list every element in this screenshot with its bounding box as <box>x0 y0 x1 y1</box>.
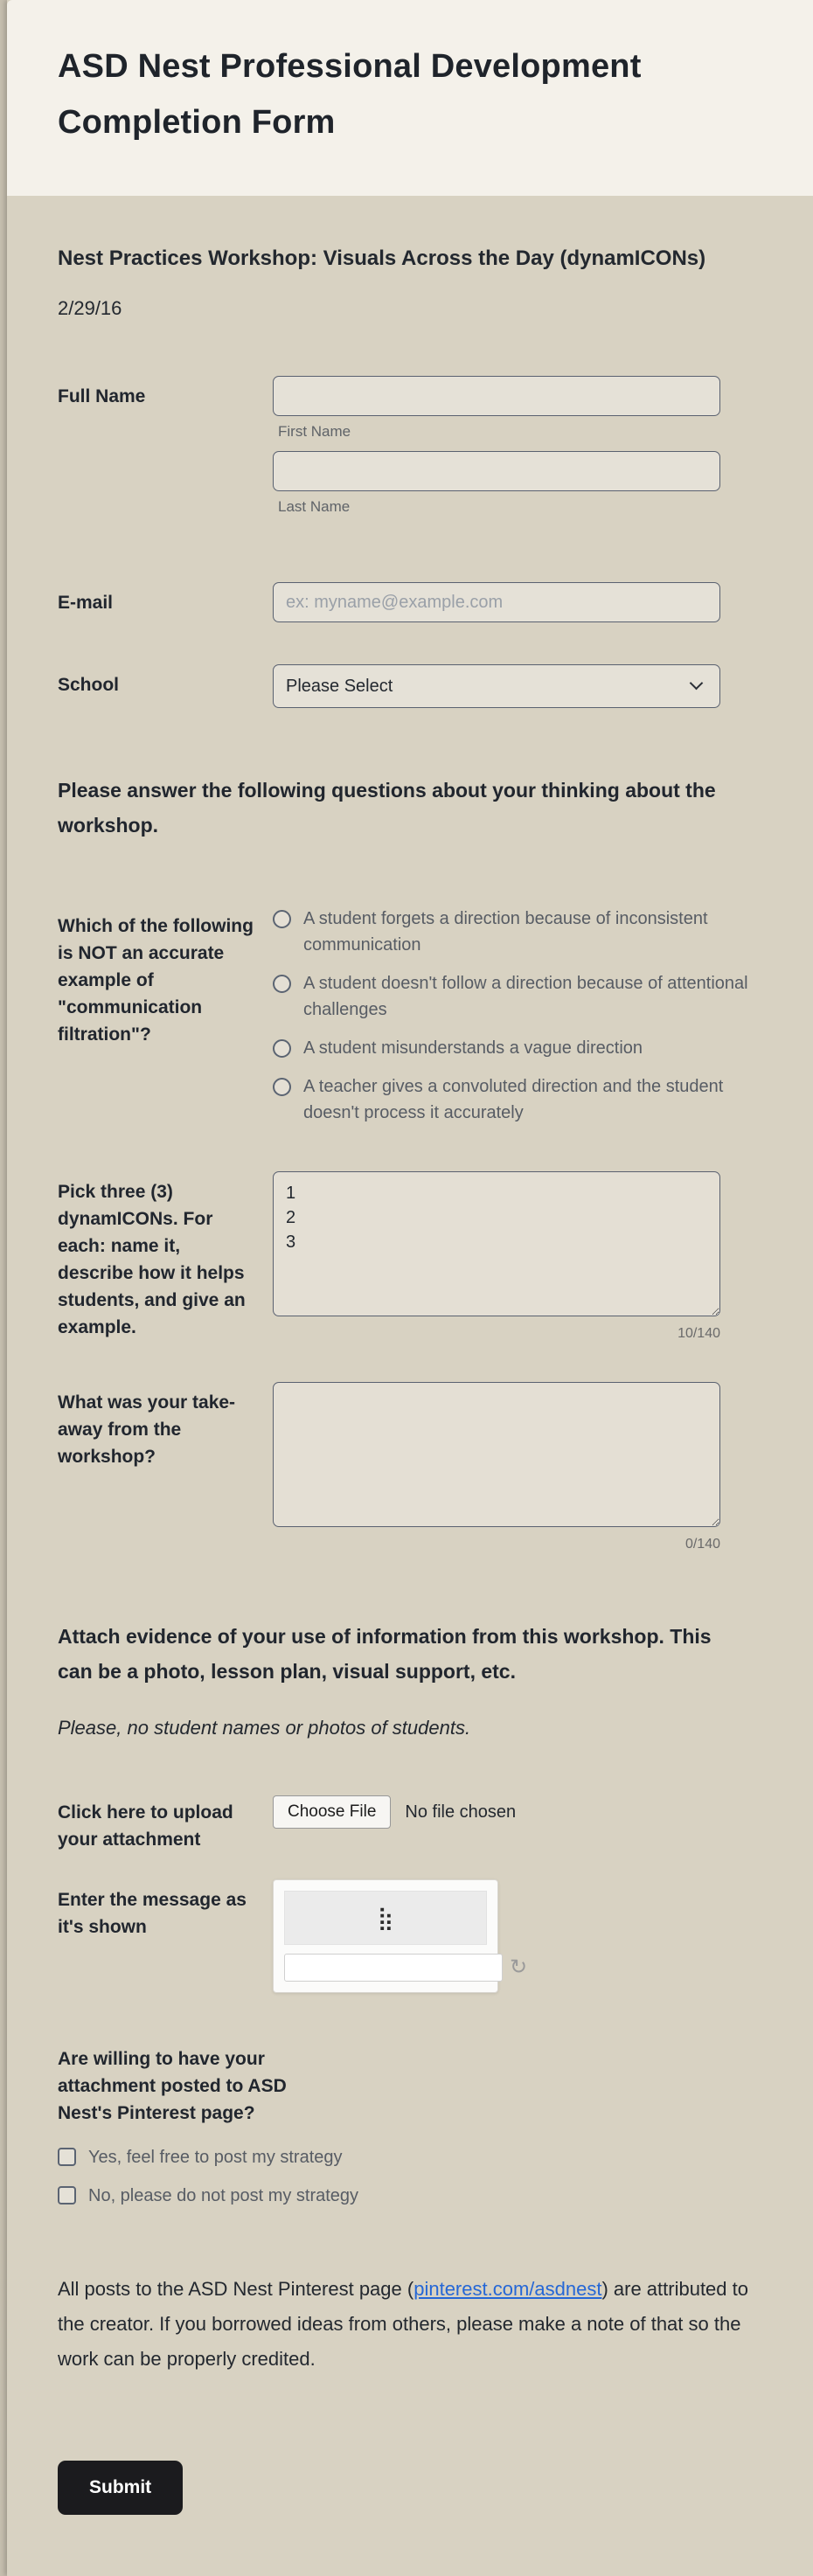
first-name-sublabel: First Name <box>278 423 351 440</box>
filtration-option-4[interactable] <box>273 1073 762 1126</box>
refresh-captcha-icon[interactable]: ↻ <box>510 1955 528 1979</box>
pinterest-option-no-label: No, please do not post my strategy <box>88 2186 359 2205</box>
filtration-options <box>273 906 762 1138</box>
captcha-widget <box>273 1879 528 1993</box>
checkbox-icon[interactable] <box>58 2186 76 2205</box>
file-input <box>273 1792 720 1829</box>
credit-note-pre: All posts to the ASD Nest Pinterest page ( <box>58 2278 414 2300</box>
dynamicons-controls <box>273 1171 720 1342</box>
upload-row <box>58 1792 764 1853</box>
last-name-input[interactable] <box>273 451 720 491</box>
takeaway-controls <box>273 1382 720 1552</box>
thinking-instructions: Please answer the following questions about your thinking about the workshop. <box>58 779 716 837</box>
loading-spinner-icon: ⣷ <box>377 1904 394 1931</box>
workshop-title: Nest Practices Workshop: Visuals Across the Day (dynamICONs) <box>58 246 706 270</box>
email-controls <box>273 582 720 622</box>
filtration-option-2[interactable] <box>273 970 762 1023</box>
takeaway-label: What was your take-away from the workshop? <box>58 1392 236 1467</box>
dynamicons-label: Pick three (3) dynamICONs. For each: name it, describe how it helps students, and give an example. <box>58 1182 246 1337</box>
captcha-controls <box>273 1879 720 1993</box>
captcha-label: Enter the message as it's shown <box>58 1890 247 1937</box>
full-name-row <box>58 376 764 526</box>
pinterest-option-yes[interactable] <box>58 2144 764 2170</box>
workshop-date: 2/29/16 <box>58 297 122 319</box>
form-header <box>7 0 813 196</box>
filtration-label: Which of the following is NOT an accurate example of "communication filtration"? <box>58 916 254 1045</box>
upload-label: Click here to upload your attachment <box>58 1802 233 1850</box>
filtration-option-1-label: A student forgets a direction because of inconsistent communication <box>303 909 708 955</box>
email-row <box>58 582 764 622</box>
filtration-option-3[interactable] <box>273 1035 762 1061</box>
full-name-label: Full Name <box>58 386 146 406</box>
filtration-question <box>58 906 764 1138</box>
radio-button-icon[interactable] <box>273 1078 291 1096</box>
pinterest-option-no[interactable] <box>58 2183 764 2209</box>
attachment-instructions: Attach evidence of your use of information from this workshop. This can be a photo, lesson plan, visual support, etc. <box>58 1625 712 1683</box>
upload-controls <box>273 1792 720 1829</box>
school-select[interactable] <box>273 664 720 708</box>
school-select-wrap <box>273 664 720 708</box>
email-label: E-mail <box>58 593 114 613</box>
file-status-text: No file chosen <box>405 1802 517 1822</box>
radio-button-icon[interactable] <box>273 910 291 928</box>
full-name-controls <box>273 376 720 526</box>
pinterest-option-yes-label: Yes, feel free to post my strategy <box>88 2148 343 2167</box>
form-card <box>7 0 813 2576</box>
pinterest-options <box>58 2144 764 2209</box>
choose-file-button[interactable]: Choose File <box>273 1795 391 1829</box>
captcha-image <box>284 1891 487 1945</box>
filtration-option-3-label: A student misunderstands a vague direction <box>303 1038 643 1058</box>
takeaway-question <box>58 1382 764 1552</box>
email-input[interactable] <box>273 582 720 622</box>
form-title: ASD Nest Professional Development Completion Form <box>58 48 642 141</box>
captcha-input-row <box>284 1954 528 1982</box>
takeaway-char-counter: 0/140 <box>684 1537 720 1552</box>
credit-note <box>58 2272 750 2377</box>
radio-button-icon[interactable] <box>273 975 291 993</box>
pinterest-question-label: Are willing to have your attachment posted to ASD Nest's Pinterest page? <box>58 2049 287 2123</box>
form-body <box>7 246 813 2576</box>
attachment-note: Please, no student names or photos of students. <box>58 1717 471 1739</box>
pinterest-link[interactable]: pinterest.com/asdnest <box>413 2278 602 2300</box>
filtration-option-4-label: A teacher gives a convoluted direction and the student doesn't process it accurately <box>303 1077 724 1122</box>
filtration-option-2-label: A student doesn't follow a direction because of attentional challenges <box>303 974 748 1019</box>
submit-button[interactable]: Submit <box>58 2461 183 2515</box>
credit-note-post: ) are attributed to the creator. If you borrowed ideas from others, please make a note of that so the work can be properly credited. <box>58 2278 748 2370</box>
checkbox-icon[interactable] <box>58 2148 76 2166</box>
school-label: School <box>58 675 120 695</box>
radio-button-icon[interactable] <box>273 1039 291 1058</box>
filtration-option-1[interactable] <box>273 906 762 958</box>
dynamicons-question <box>58 1171 764 1342</box>
takeaway-textarea[interactable] <box>273 1382 720 1527</box>
first-name-input[interactable] <box>273 376 720 416</box>
captcha-row <box>58 1879 764 1993</box>
dynamicons-textarea[interactable] <box>273 1171 720 1316</box>
dynamicons-char-counter: 10/140 <box>678 1326 720 1341</box>
last-name-sublabel: Last Name <box>278 498 351 515</box>
school-controls <box>273 664 720 708</box>
captcha-input[interactable] <box>284 1954 503 1982</box>
school-row <box>58 664 764 708</box>
